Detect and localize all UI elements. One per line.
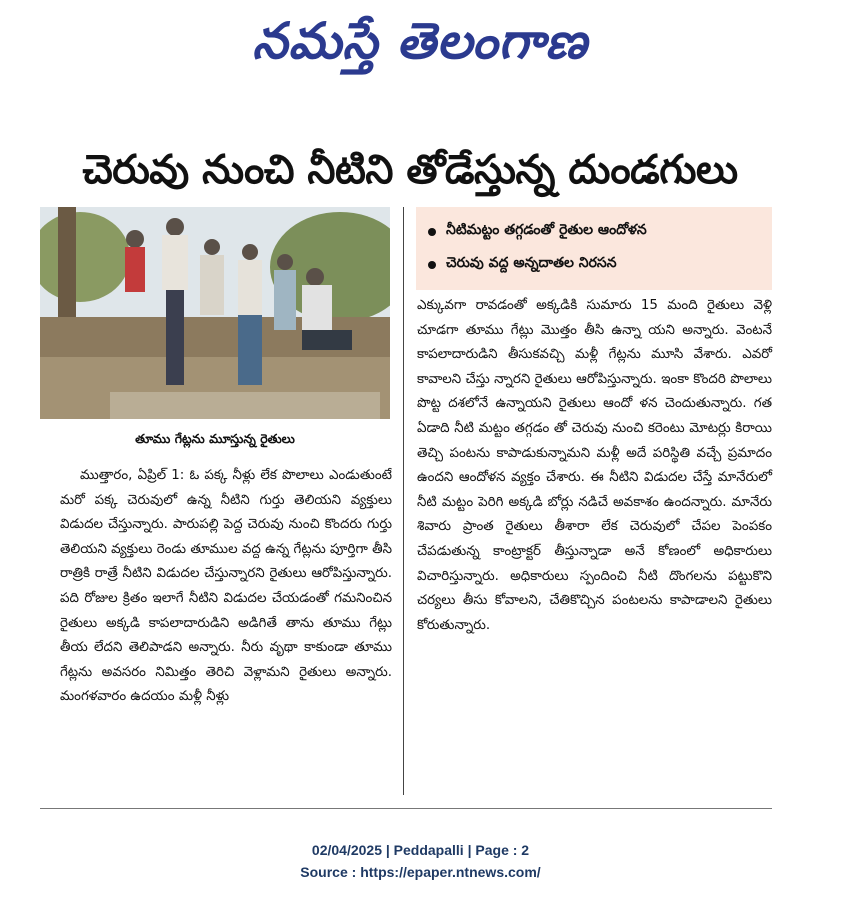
highlight-box <box>416 207 772 290</box>
bullet-icon <box>428 261 436 269</box>
highlight-text: చెరువు వద్ద అన్నదాతల నిరసన <box>446 255 617 271</box>
article-paragraph: ఎక్కువగా రావడంతో అక్కడికి సుమారు 15 మంది రైతులు వెళ్లి చూడగా తూము గేట్లు మొత్తం తీసి ఉన్నా యని అన్నారు. వెంటనే కాపలాదారుడిని తీసుకవచ్చి మళ్లీ గేట్లను మూసి వేశారు. ఎవరో కావాలని చేస్తు న్నారని రైతులు ఆరోపిస్తున్నారు. ఇంకా కొందరి పొలాలు పొట్ట దశలోనే ఉన్నాయని రైతులు ఆందో ళన చెందుతున్నారు. గత ఏడాది నీటి మట్టం తగ్గడం తో చెరువు నుంచి కరెంటు మోటర్లు కిరాయి తెచ్చి పంటను కాపాడుకున్నామని మళ్లీ అదే పరిస్థితి వచ్చే ప్రమాదం ఉందని ఆందోళన వ్యక్తం చేశారు. ఈ నీటిని విడుదల చేస్తే మానేరులో నీటి మట్టం పెరిగి అక్కడి బోర్లు నడిచే అవకాశం ఉందన్నారు. మానేరు శివారు ప్రాంత రైతులు తీశారా లేక చెరువులో చేపల పెంపకం చేపడుతున్న కాంట్రాక్టర్ తీస్తున్నాడా అనే కోణంలో అధికారులు విచారిస్తున్నారు. అధికారులు స్పందించి నీటి దొంగలను పట్టుకొని చర్యలు తీసు కోవాలని, చేతికొచ్చిన పంటలను కాపాడాలని రైతులు కోరుతున్నారు. <box>417 298 772 633</box>
footer-source-link[interactable]: Source : https://epaper.ntnews.com/ <box>300 864 541 880</box>
article-column-left <box>60 464 392 710</box>
photo-caption: తూము గేట్లను మూస్తున్న రైతులు <box>135 431 295 446</box>
column-divider <box>403 207 404 795</box>
highlight-text: నీటిమట్టం తగ్గడంతో రైతుల ఆందోళన <box>446 222 647 238</box>
highlight-item <box>428 248 760 281</box>
footer-edition-info: 02/04/2025 | Peddapalli | Page : 2 <box>311 842 530 858</box>
article-paragraph: ముత్తారం, ఏప్రిల్ 1: ఓ పక్క నీళ్లు లేక పొలాలు ఎండుతుంటే మరో పక్క చెరువులో ఉన్న నీటిని గుర్తు తెలియని వ్యక్తులు విడుదల చేస్తున్నారు. పారుపల్లి పెద్ద చెరువు నుంచి కొందరు గుర్తు తెలియని వ్యక్తులు రెండు తూముల వద్ద ఉన్న గేట్లను పూర్తిగా తీసి రాత్రికి రాత్రే నీటిని విడుదల చేస్తున్నారని రైతులు ఆరోపిస్తున్నారు. పది రోజుల క్రితం ఇలాగే నీటిని విడుదల చేయడంతో గమనించిన రైతులు అక్కడి కాపలాదారుడిని అడిగితే తాను తూము గేట్లు తీయ లేదని తెలిపాడని అన్నారు. నీరు వృథా కాకుండా తూము గేట్లను అవసరం నిమిత్తం తెరిచి వెళ్లామని రైతులు అన్నారు. మంగళవారం ఉదయం మళ్లీ నీళ్లు <box>60 468 392 705</box>
bullet-icon <box>428 228 436 236</box>
article-photo <box>40 207 390 419</box>
newspaper-masthead: నమస్తే తెలంగాణ <box>252 12 588 70</box>
highlight-item <box>428 215 760 248</box>
footer-divider <box>40 808 772 809</box>
article-column-right <box>417 294 772 638</box>
article-headline: చెరువు నుంచి నీటిని తోడేస్తున్న దుండగులు <box>82 147 738 193</box>
